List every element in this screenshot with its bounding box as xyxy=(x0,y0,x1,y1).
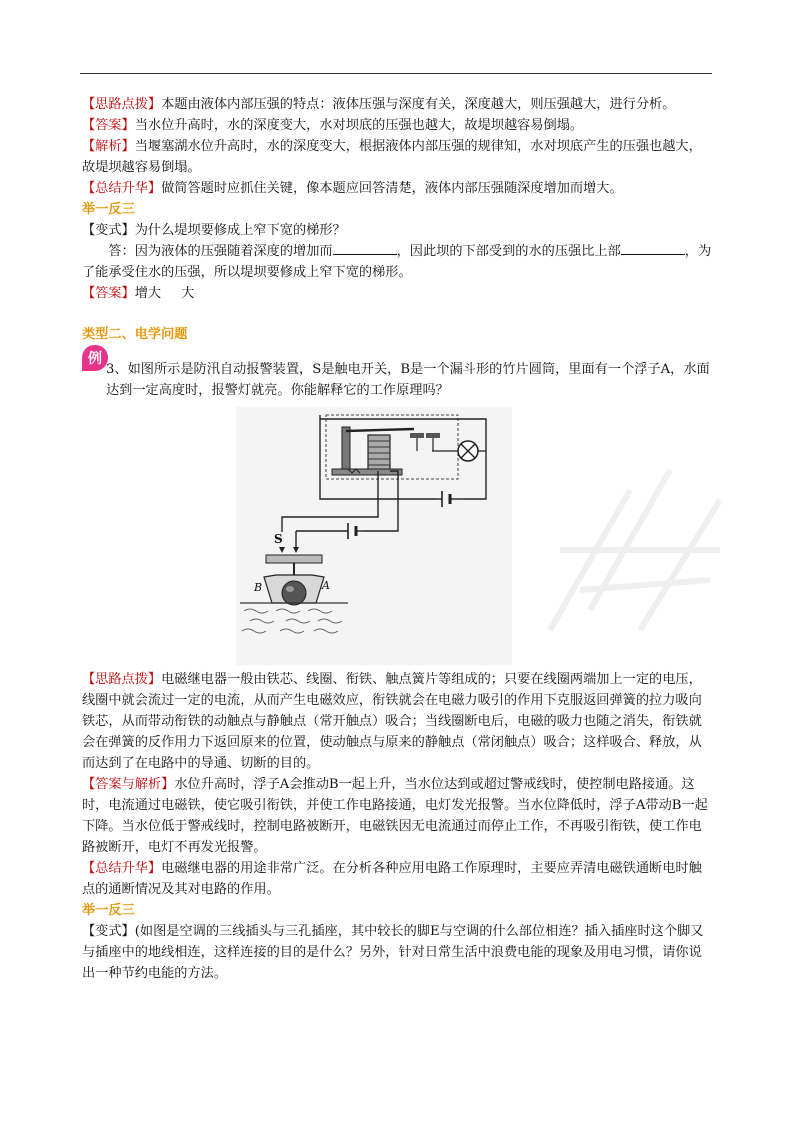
variant-text: 为什么堤坝要修成上窄下宽的梯形？ xyxy=(134,223,346,238)
label-a: A xyxy=(322,579,330,592)
variant-answer-1: 增大 xyxy=(134,286,162,301)
answer-paragraph xyxy=(82,115,712,136)
reply-part1: 答：因为液体的压强随着深度的增加而 xyxy=(108,244,333,259)
reply-part2: ，因此坝的下部受到的水的压强比上部 xyxy=(396,244,621,259)
variant-answer-label: 【答案】 xyxy=(82,286,135,301)
page-content xyxy=(82,94,712,984)
answer2-paragraph xyxy=(82,774,712,858)
variant2-paragraph xyxy=(82,921,712,984)
analysis-paragraph xyxy=(82,136,712,178)
example-badge-text: 例 xyxy=(88,351,102,367)
summary2-label: 【总结升华】 xyxy=(82,861,162,876)
label-s: S xyxy=(274,532,283,546)
variant-label: 【变式】 xyxy=(82,223,135,238)
variant-answer-paragraph xyxy=(82,283,712,304)
answer2-label: 【答案与解析】 xyxy=(82,777,175,792)
question-text: 3、如图所示是防汛自动报警装置，S是触电开关，B是一个漏斗形的竹片圆筒，里面有一个浮子A，水面达到一定高度时，报警灯就亮。你能解释它的工作原理吗？ xyxy=(106,362,710,398)
type-title: 类型二、电学问题 xyxy=(82,327,188,342)
fill-blank-2 xyxy=(621,241,685,255)
practice-heading-2: 举一反三 xyxy=(82,903,135,918)
alarm-circuit-diagram xyxy=(236,407,512,665)
summary-paragraph xyxy=(82,178,712,199)
reply-paragraph xyxy=(82,241,712,283)
hint-text: 本题由液体内部压强的特点：液体压强与深度有关，深度越大，则压强越大，进行分析。 xyxy=(161,97,676,112)
answer-label: 【答案】 xyxy=(82,118,135,133)
hint2-label: 【思路点拨】 xyxy=(82,672,162,687)
practice-heading: 举一反三 xyxy=(82,202,135,217)
variant2-label: 【变式】 xyxy=(82,924,135,939)
hint2-text: 电磁继电器一般由铁芯、线圈、衔铁、触点簧片等组成的；只要在线圈两端加上一定的电压，线圈中就会流过一定的电流，从而产生电磁效应，衔铁就会在电磁力吸引的作用下克服返回弹簧的拉力吸向铁芯，从而带动衔铁的动触点与静触点（常开触点）吸合；当线圈断电后，电磁的吸力也随之消失，衔铁就会在弹簧的反作用力下返回原来的位置，使动触点与原来的静触点（常闭触点）吸合；这样吸合、释放，从而达到了在电路中的导通、切断的目的。 xyxy=(82,672,702,771)
summary-label: 【总结升华】 xyxy=(82,181,162,196)
analysis-label: 【解析】 xyxy=(82,139,135,154)
header-rule xyxy=(80,73,712,74)
label-b: B xyxy=(254,581,263,594)
variant2-text: (如图是空调的三线插头与三孔插座，其中较长的脚E与空调的什么部位相连？插入插座时这个脚又与插座中的地线相连，这样连接的目的是什么？另外，针对日常生活中浪费电能的现象及用电习惯，请你说出一种节约电能的方法。 xyxy=(82,924,704,981)
hint-paragraph xyxy=(82,94,712,115)
hint-label: 【思路点拨】 xyxy=(82,97,162,112)
reply-part3: ，为了能承受住水的压强，所以堤坝要修成上窄下宽的梯形。 xyxy=(82,244,712,280)
variant-answer-2: 大 xyxy=(181,286,195,301)
analysis-text: 当堰塞湖水位升高时，水的深度变大，根据液体内部压强的规律知，水对坝底产生的压强也越大，故堤坝越容易倒塌。 xyxy=(82,139,702,175)
answer-text: 当水位升高时，水的深度变大，水对坝底的压强也越大，故堤坝越容易倒塌。 xyxy=(134,118,584,133)
fill-blank-1 xyxy=(333,241,397,255)
summary-text: 做简答题时应抓住关键，像本题应回答清楚，液体内部压强随深度增加而增大。 xyxy=(161,181,623,196)
example-block xyxy=(82,351,712,401)
hint2-paragraph xyxy=(82,669,712,774)
answer2-text: 水位升高时，浮子A会推动B一起上升，当水位达到或超过警戒线时，使控制电路接通。这时，电流通过电磁铁，使它吸引衔铁，并使工作电路接通，电灯发光报警。当水位降低时，浮子A带动B一起下降。当水位低于警戒线时，控制电路被断开，电磁铁因无电流通过而停止工作，不再吸引衔铁，使工作电路被断开，电灯不再发光报警。 xyxy=(82,777,708,855)
example-badge-icon xyxy=(80,343,110,373)
variant-paragraph xyxy=(82,220,712,241)
summary2-paragraph xyxy=(82,858,712,900)
alarm-circuit-figure xyxy=(236,407,512,665)
summary2-text: 电磁继电器的用途非常广泛。在分析各种应用电路工作原理时，主要应弄清电磁铁通断电时触点的通断情况及其对电路的作用。 xyxy=(82,861,702,897)
